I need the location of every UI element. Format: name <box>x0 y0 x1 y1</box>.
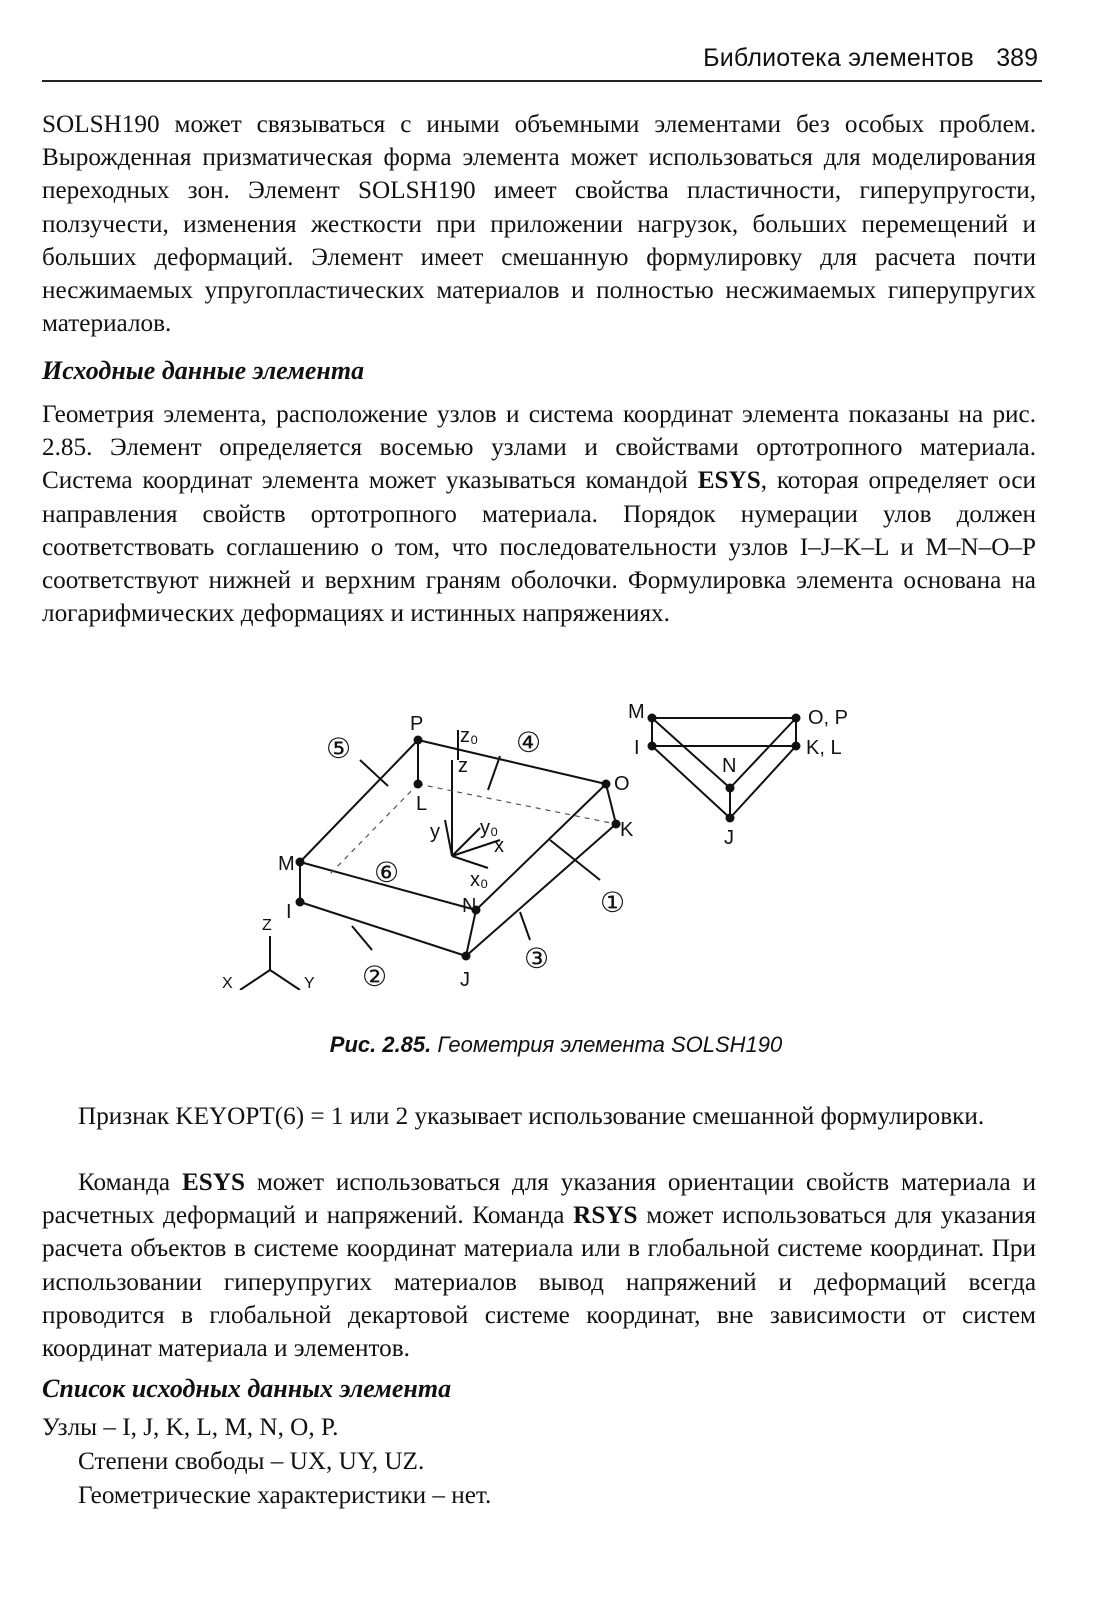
dof-line: Степени свободы – UX, UY, UZ. <box>78 1448 425 1475</box>
node-I-label: I <box>286 901 292 923</box>
global-y-label: Y <box>304 975 315 990</box>
section-heading-input-data: Исходные данные элемента <box>42 356 365 385</box>
geometry-text-b: , которая определяет оси направления свойств ортотропного материала. Порядок нумерации улов должен соответствовать соглашению о том, что последовательности узлов I–J–K–L и M–N–O–P соответствуют нижней и верхним граням оболочки. Формулировка элемента основана на логарифмических деформациях и истинных напряжениях. <box>42 467 1036 628</box>
figure-element-geometry <box>0 690 1112 990</box>
esys-text-b: может использоваться для указания ориентации свойств материала и расчетных деформаций и напряжений. Команда <box>42 1169 1036 1230</box>
figure-title: Геометрия элемента SOLSH190 <box>437 1032 783 1057</box>
esys-text-a: Команда <box>78 1169 182 1196</box>
node-O-label: O <box>614 773 630 795</box>
face-3-label: ③ <box>524 943 550 974</box>
section-heading-input-list: Список исходных данных элемента <box>42 1374 452 1403</box>
global-x-label: X <box>222 975 233 990</box>
x0-axis-label: x₀ <box>470 869 489 891</box>
geometry-text-a: Геометрия элемента, расположение узлов и система координат элемента показаны на рис. 2.85. Элемент определяется восемью узлами и свойствами ортотропного материала. Система координат элемента может указываться командой <box>42 401 1036 495</box>
figure-caption <box>0 1032 1112 1058</box>
rsys-command: RSYS <box>573 1202 638 1230</box>
figure-number: Рис. 2.85. <box>329 1032 432 1057</box>
tri-M-label: M <box>628 701 645 723</box>
intro-paragraph: SOLSH190 может связываться с иными объемными элементами без особых проблем. Вырожденная призматическая форма элемента может использоваться для моделирования переходных зон. Элемент SOLSH190 имеет свойства пластичности, гиперупругости, ползучести, изменения жесткости при приложении нагрузок, больших перемещений и больших деформаций. Элемент имеет смешанную формулировку для расчета почти несжимаемых упругопластических материалов и полностью несжимаемых гиперупругих материалов. <box>42 111 1036 338</box>
tri-N-label: N <box>722 755 737 777</box>
face-1-label: ① <box>600 887 626 918</box>
tri-KL-label: K, L <box>806 737 842 759</box>
x-axis-label: x <box>494 835 504 857</box>
page-number: 389 <box>996 44 1038 72</box>
node-P-label: P <box>410 713 424 735</box>
esys-rsys-paragraph <box>42 1166 1036 1365</box>
properties-line: Геометрические характеристики – нет. <box>78 1482 492 1509</box>
running-header <box>42 44 1042 82</box>
z0-axis-label: z₀ <box>460 725 479 747</box>
z-axis-label: z <box>458 755 468 777</box>
esys-command: ESYS <box>697 467 761 495</box>
global-z-label: Z <box>262 917 272 934</box>
node-J-label: J <box>460 969 470 990</box>
keyopt-paragraph: Признак KEYOPT(6) = 1 или 2 указывает использование смешанной формулировки. <box>78 1103 985 1130</box>
esys-text-c: может использоваться для указания расчета объектов в системе координат материала или в глобальной системе координат. При использовании гиперупругих материалов вывод напряжений и деформаций всегда проводится в глобальной декартовой системе координат, вне зависимости от систем координат материала и элементов. <box>42 1202 1036 1363</box>
nodes-line: Узлы – I, J, K, L, M, N, O, P. <box>42 1414 339 1441</box>
face-6-label: ⑥ <box>374 857 400 888</box>
node-M-label: M <box>278 853 295 875</box>
esys-command-2: ESYS <box>181 1169 245 1196</box>
node-L-label: L <box>416 793 428 815</box>
y0-axis-label: y₀ <box>480 817 499 839</box>
face-5-label: ⑤ <box>326 733 352 764</box>
y-axis-label: y <box>430 821 440 843</box>
tri-I-label: I <box>634 737 640 759</box>
node-K-label: K <box>620 819 634 841</box>
face-2-label: ② <box>362 961 388 990</box>
element-diagram <box>0 690 1112 990</box>
tri-J-label: J <box>724 827 734 849</box>
tri-OP-label: O, P <box>808 707 849 729</box>
running-title: Библиотека элементов <box>703 44 974 72</box>
geometry-paragraph <box>42 398 1036 630</box>
node-N-label: N <box>462 895 477 917</box>
face-4-label: ④ <box>516 727 542 758</box>
